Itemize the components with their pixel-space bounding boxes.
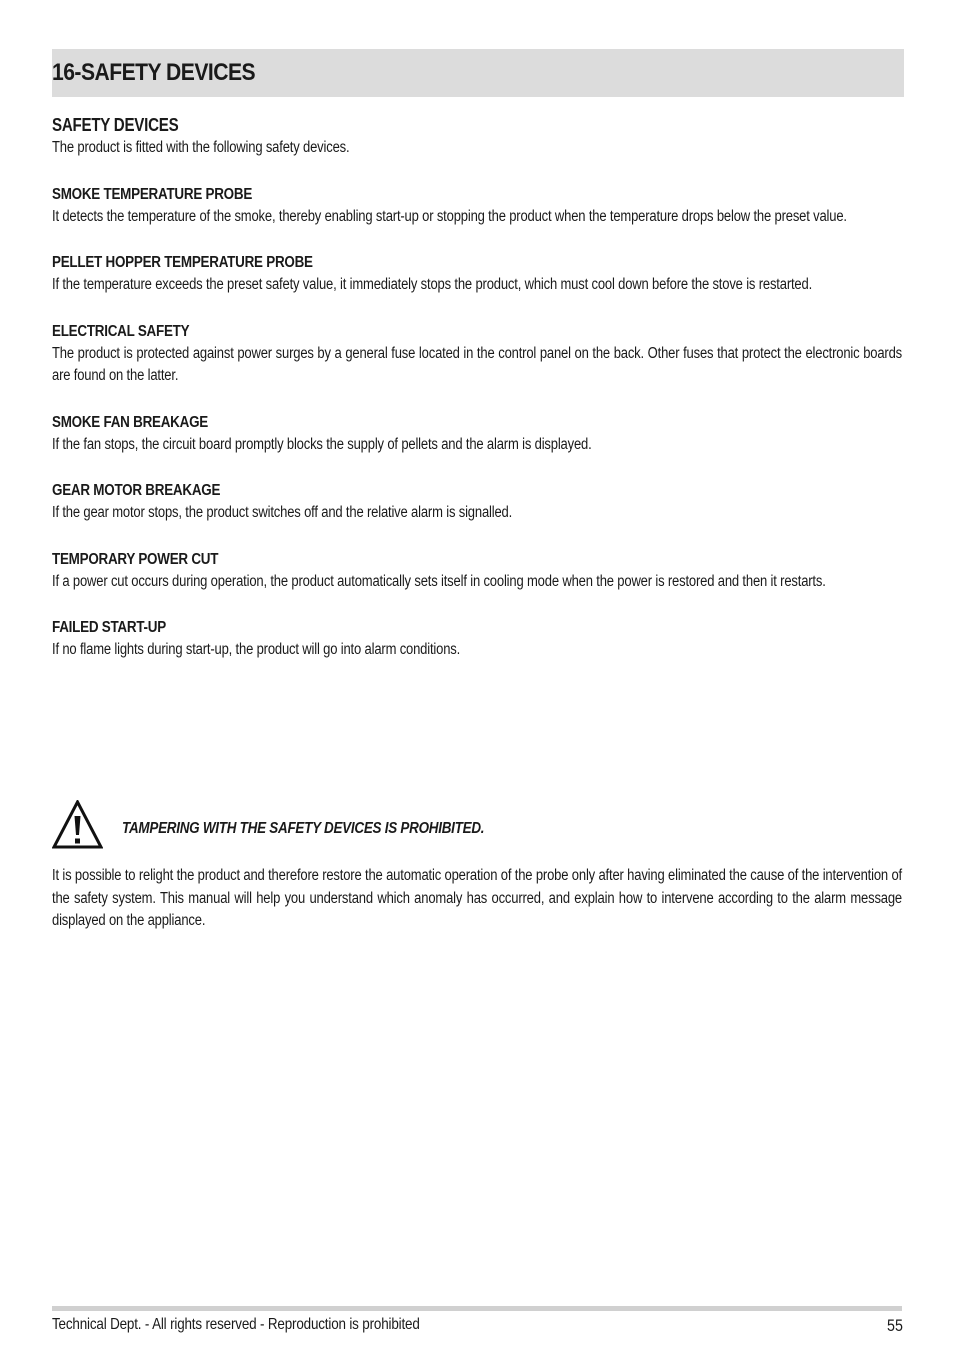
section-text: If the fan stops, the circuit board promptly blocks the supply of pellets and the alarm is displayed. [52, 435, 592, 453]
section-title: TEMPORARY POWER CUT [52, 550, 219, 568]
section-text: If a power cut occurs during operation, the product automatically sets itself in cooling mode when the power is restored and then it restarts. [52, 572, 826, 590]
content [52, 113, 902, 662]
section-title: PELLET HOPPER TEMPERATURE PROBE [52, 254, 313, 271]
section-text: If no flame lights during start-up, the product will go into alarm conditions. [52, 641, 461, 658]
after-warning-text: It is possible to relight the product and therefore restore the automatic operation of the probe only after having eliminated the cause of the intervention of the safety system. This manual will help you understand which anomaly has occurred, and explain how to intervene according to the alarm message displayed on the appliance. [52, 867, 903, 929]
section-text: The product is protected against power surges by a general fuse located in the control panel on the back. Other fuses that protect the electronic boards are found on the latter. [52, 344, 903, 384]
section-text: If the temperature exceeds the preset safety value, it immediately stops the product, which must cool down before the stove is restarted. [52, 276, 813, 293]
warning-triangle-icon [52, 800, 103, 849]
section-smoke-fan-breakage [52, 411, 902, 457]
intro-text: The product is fitted with the following safety devices. [52, 139, 350, 156]
after-warning-block [52, 865, 902, 933]
section-electrical-safety [52, 320, 902, 388]
section-title: SMOKE TEMPERATURE PROBE [52, 185, 253, 203]
section-temporary-power-cut [52, 548, 902, 594]
section-smoke-temperature-probe [52, 183, 902, 229]
section-title: FAILED START-UP [52, 619, 166, 636]
section-title: GEAR MOTOR BREAKAGE [52, 482, 221, 499]
footer-divider [52, 1306, 902, 1311]
warning-box [52, 800, 902, 852]
page-header [52, 49, 904, 97]
footer-text: Technical Dept. - All rights reserved - Reproduction is prohibited [52, 1316, 420, 1333]
section-failed-start-up [52, 616, 902, 662]
section-title: SMOKE FAN BREAKAGE [52, 413, 209, 431]
page-title: 16-SAFETY DEVICES [52, 59, 256, 86]
section-text: It detects the temperature of the smoke, thereby enabling start-up or stopping the product when the temperature drops below the preset value. [52, 207, 847, 225]
warning-text: TAMPERING WITH THE SAFETY DEVICES IS PROHIBITED. [122, 820, 485, 837]
page-number: 55 [887, 1316, 903, 1335]
section-pellet-hopper-temperature-probe [52, 251, 902, 297]
section-text: If the gear motor stops, the product switches off and the relative alarm is signalled. [52, 504, 513, 521]
section-gear-motor-breakage [52, 479, 902, 525]
section-title: ELECTRICAL SAFETY [52, 322, 190, 340]
intro-title: SAFETY DEVICES [52, 115, 179, 135]
